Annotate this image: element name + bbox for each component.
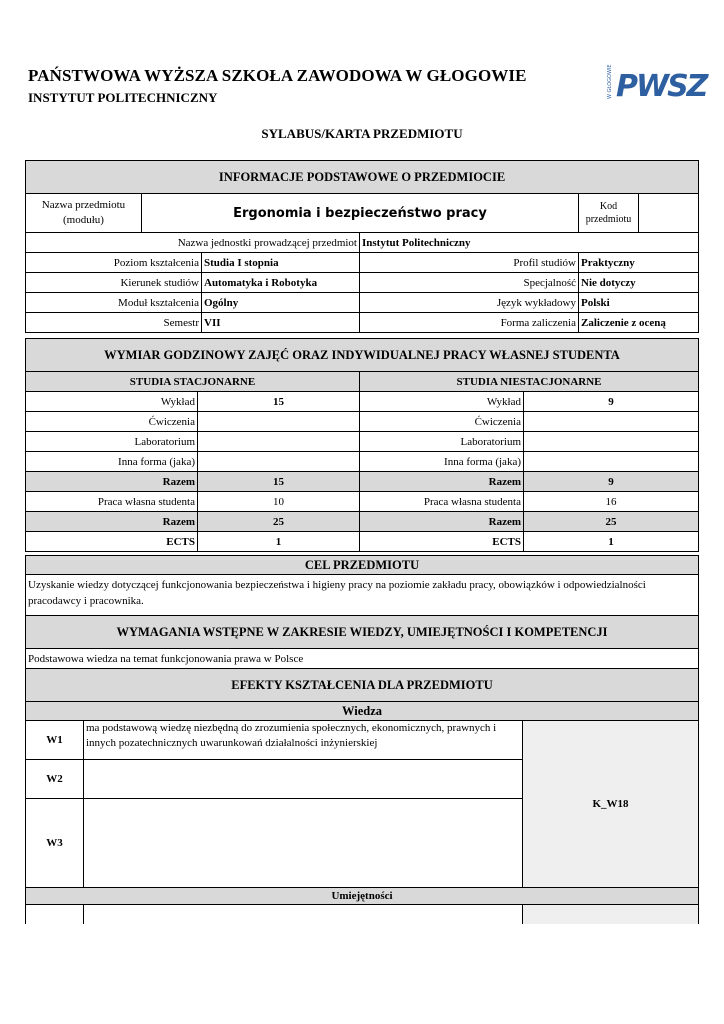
hours-row (26, 492, 699, 512)
hours-row-label: Praca własna studenta (26, 492, 198, 512)
w3-label: W3 (26, 799, 84, 888)
hours-row (26, 432, 699, 452)
school-name: PAŃSTWOWA WYŻSZA SZKOŁA ZAWODOWA W GŁOGOWIE (28, 66, 527, 85)
subject-code-label: Kod przedmiotu (579, 194, 639, 233)
hours-stac-value (198, 432, 360, 452)
prereq-header: WYMAGANIA WSTĘPNE W ZAKRESIE WIEDZY, UMIEJĘTNOŚCI I KOMPETENCJI (26, 616, 699, 649)
pwsz-logo (606, 64, 707, 104)
field-value: Automatyka i Robotyka (202, 273, 360, 293)
hours-row-label: Praca własna studenta (360, 492, 524, 512)
hours-row-label: Laboratorium (26, 432, 198, 452)
subject-code-value (639, 194, 699, 233)
hours-row-label: Inna forma (jaka) (360, 452, 524, 472)
w1-text: ma podstawową wiedzę niezbędną do zrozumienia społecznych, ekonomicznych, prawnych i innych pozatechnicznych uwarunkowań działalności inżynierskiej (84, 721, 523, 760)
goal-table (25, 555, 699, 924)
basic-info-header: INFORMACJE PODSTAWOWE O PRZEDMIOCIE (26, 161, 699, 194)
hours-row-label: Razem (360, 472, 524, 492)
hours-row (26, 412, 699, 432)
subject-name-label: Nazwa przedmiotu (modułu) (26, 194, 142, 233)
knowledge-header: Wiedza (26, 702, 699, 721)
level-value: Studia I stopnia (202, 253, 360, 273)
hours-row-label: ECTS (26, 532, 198, 552)
hours-niestac-value (524, 432, 699, 452)
w1-label: W1 (26, 721, 84, 760)
hours-row (26, 452, 699, 472)
w3-text (84, 799, 523, 888)
hours-niestac-value: 25 (524, 512, 699, 532)
skills-header: Umiejętności (26, 888, 699, 905)
basic-info-table (25, 160, 699, 333)
hours-row-label: Wykład (360, 392, 524, 412)
skills-row-text (84, 905, 523, 925)
hours-row-label: ECTS (360, 532, 524, 552)
hours-stac-value: 10 (198, 492, 360, 512)
hours-row (26, 532, 699, 552)
hours-niestac-value: 16 (524, 492, 699, 512)
goal-header: CEL PRZEDMIOTU (26, 556, 699, 575)
lang-label: Język wykładowy (360, 293, 579, 313)
profile-label: Profil studiów (360, 253, 579, 273)
hours-row-label: Laboratorium (360, 432, 524, 452)
hours-stac-value: 15 (198, 392, 360, 412)
document-title: SYLABUS/KARTA PRZEDMIOTU (261, 126, 463, 141)
stac-header: STUDIA STACJONARNE (26, 372, 360, 392)
lang-value: Polski (579, 293, 699, 313)
hours-row-label: Wykład (26, 392, 198, 412)
hours-niestac-value: 1 (524, 532, 699, 552)
hours-row-label: Razem (360, 512, 524, 532)
hours-row-label: Ćwiczenia (26, 412, 198, 432)
hours-stac-value: 1 (198, 532, 360, 552)
module-value: Ogólny (202, 293, 360, 313)
profile-value: Praktyczny (579, 253, 699, 273)
unit-value: Instytut Politechniczny (360, 233, 699, 253)
w2-text (84, 760, 523, 799)
logo-side-text: W GŁOGOWIE (607, 64, 613, 99)
w2-label: W2 (26, 760, 84, 799)
hours-header: WYMIAR GODZINOWY ZAJĘĆ ORAZ INDYWIDUALNEJ PRACY WŁASNEJ STUDENTA (26, 339, 699, 372)
spec-label: Specjalność (360, 273, 579, 293)
hours-row (26, 512, 699, 532)
hours-row-label: Razem (26, 512, 198, 532)
hours-niestac-value: 9 (524, 472, 699, 492)
goal-text: Uzyskanie wiedzy dotyczącej funkcjonowania bezpieczeństwa i higieny pracy na poziomie zakładu pracy, obowiązków i odpowiedzialności pracodawcy i pracownika. (26, 575, 699, 616)
hours-table (25, 338, 699, 552)
subject-name-value: Ergonomia i bezpieczeństwo pracy (142, 194, 579, 233)
skills-row-code (523, 905, 699, 925)
form-value: Zaliczenie z oceną (579, 313, 699, 333)
institute-name: INSTYTUT POLITECHNICZNY (28, 90, 218, 105)
form-label: Forma zaliczenia (360, 313, 579, 333)
semester-value: VII (202, 313, 360, 333)
hours-niestac-value (524, 412, 699, 432)
hours-stac-value (198, 452, 360, 472)
field-label: Kierunek studiów (26, 273, 202, 293)
hours-row (26, 472, 699, 492)
hours-row-label: Razem (26, 472, 198, 492)
hours-stac-value: 25 (198, 512, 360, 532)
hours-stac-value (198, 412, 360, 432)
k-code: K_W18 (523, 721, 699, 888)
module-label: Moduł kształcenia (26, 293, 202, 313)
hours-stac-value: 15 (198, 472, 360, 492)
spec-value: Nie dotyczy (579, 273, 699, 293)
hours-row-label: Inna forma (jaka) (26, 452, 198, 472)
prereq-text: Podstawowa wiedza na temat funkcjonowania prawa w Polsce (26, 649, 699, 669)
skills-row-label (26, 905, 84, 925)
hours-row-label: Ćwiczenia (360, 412, 524, 432)
semester-label: Semestr (26, 313, 202, 333)
logo-text: PWSZ (616, 69, 707, 104)
level-label: Poziom kształcenia (26, 253, 202, 273)
hours-row (26, 392, 699, 412)
outcomes-header: EFEKTY KSZTAŁCENIA DLA PRZEDMIOTU (26, 669, 699, 702)
unit-label: Nazwa jednostki prowadzącej przedmiot (26, 233, 360, 253)
hours-niestac-value: 9 (524, 392, 699, 412)
niestac-header: STUDIA NIESTACJONARNE (360, 372, 699, 392)
hours-niestac-value (524, 452, 699, 472)
